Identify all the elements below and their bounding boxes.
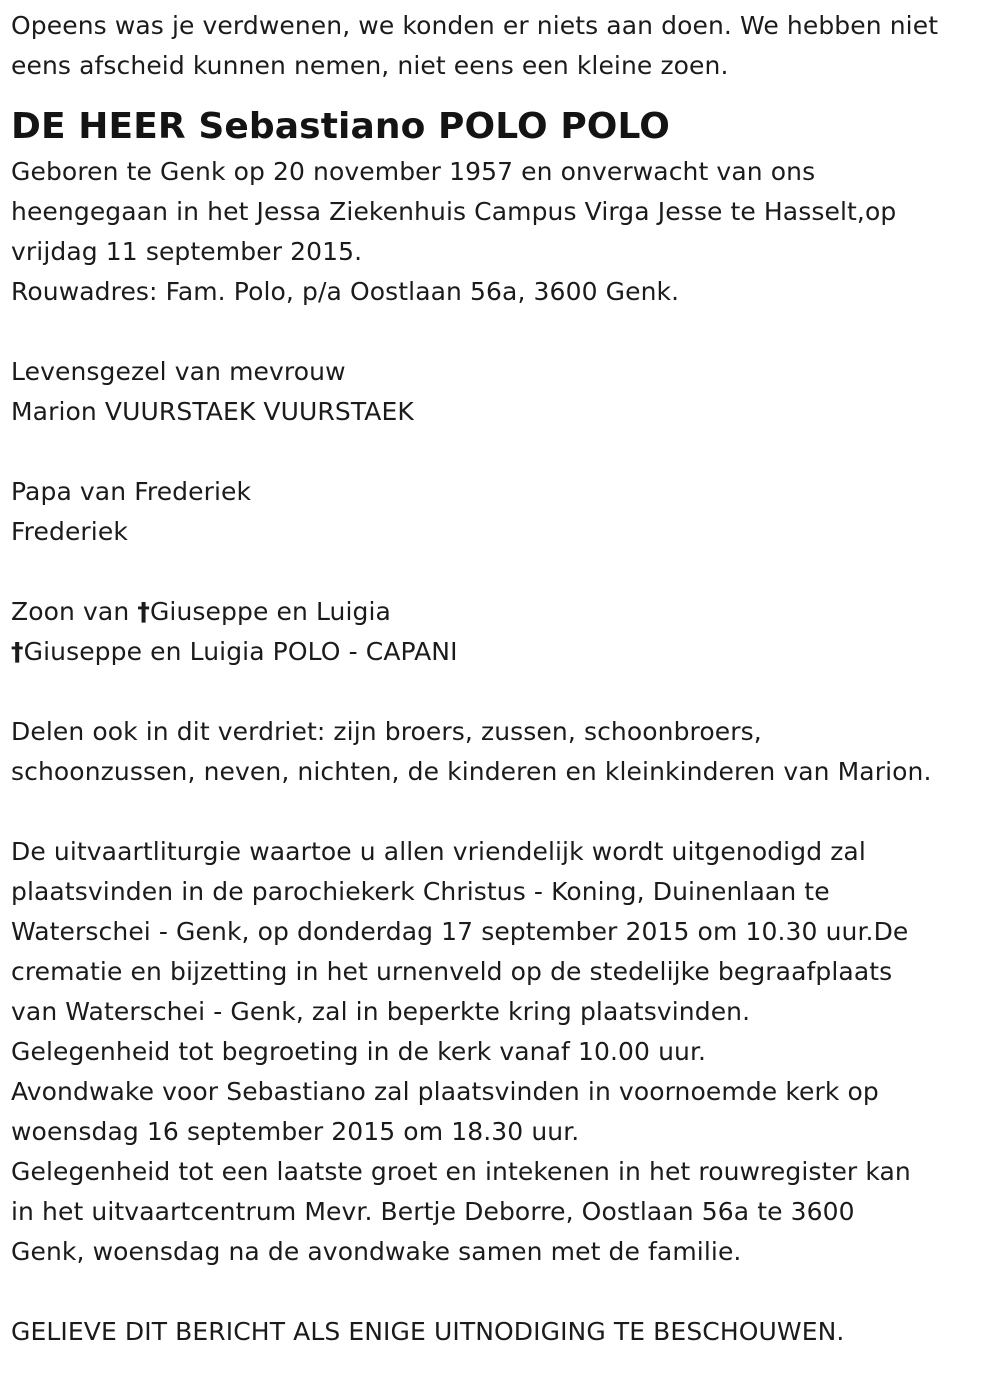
children-section — [11, 472, 993, 552]
funeral-line-1: De uitvaartliturgie waartoe u allen vriendelijk wordt uitgenodigd zal — [11, 837, 866, 866]
cross-icon: † — [11, 637, 24, 666]
obituary-notice — [11, 0, 993, 1352]
partner-line-1: Levensgezel van mevrouw — [11, 357, 346, 386]
parents-names: Giuseppe en Luigia — [149, 597, 391, 626]
cross-icon: † — [137, 597, 150, 626]
funeral-line-4: crematie en bijzetting in het urnenveld op de stedelijke begraafplaats — [11, 957, 893, 986]
birth-line-1: Geboren te Genk op 20 november 1957 en onverwacht van ons — [11, 157, 816, 186]
parents-prefix: Zoon van — [11, 597, 138, 626]
funeral-line-6: Gelegenheid tot begroeting in de kerk vanaf 10.00 uur. — [11, 1037, 707, 1066]
intro-poem — [11, 6, 993, 86]
parents-line-1 — [11, 592, 993, 632]
closing-notice: GELIEVE DIT BERICHT ALS ENIGE UITNODIGING TE BESCHOUWEN. — [11, 1317, 845, 1346]
birth-line-2: heengegaan in het Jessa Ziekenhuis Campus Virga Jesse te Hasselt,op — [11, 197, 897, 226]
funeral-line-2: plaatsvinden in de parochiekerk Christus - Koning, Duinenlaan te — [11, 877, 830, 906]
spacer — [11, 552, 993, 592]
spacer — [11, 1272, 993, 1312]
spacer — [11, 792, 993, 832]
parents-section — [11, 592, 993, 672]
children-line-1: Papa van Frederiek — [11, 477, 252, 506]
funeral-section — [11, 832, 993, 1272]
family-line-1: Delen ook in dit verdriet: zijn broers, zussen, schoonbroers, — [11, 717, 762, 746]
funeral-line-7: Avondwake voor Sebastiano zal plaatsvinden in voornoemde kerk op — [11, 1077, 879, 1106]
birth-line-3: vrijdag 11 september 2015. — [11, 237, 363, 266]
deceased-name: DE HEER Sebastiano POLO POLO — [11, 106, 670, 147]
birth-and-death-details — [11, 152, 993, 312]
partner-section — [11, 352, 993, 432]
family-line-2: schoonzussen, neven, nichten, de kinderen en kleinkinderen van Marion. — [11, 757, 932, 786]
partner-line-2: Marion VUURSTAEK VUURSTAEK — [11, 397, 414, 426]
funeral-line-3: Waterschei - Genk, op donderdag 17 september 2015 om 10.30 uur.De — [11, 917, 909, 946]
spacer — [11, 672, 993, 712]
funeral-line-5: van Waterschei - Genk, zal in beperkte kring plaatsvinden. — [11, 997, 751, 1026]
intro-line-2: eens afscheid kunnen nemen, niet eens een kleine zoen. — [11, 51, 729, 80]
parents-full-names: Giuseppe en Luigia POLO - CAPANI — [23, 637, 458, 666]
intro-line-1: Opeens was je verdwenen, we konden er niets aan doen. We hebben niet — [11, 11, 939, 40]
parents-line-2 — [11, 632, 993, 672]
mourning-address: Rouwadres: Fam. Polo, p/a Oostlaan 56a, 3600 Genk. — [11, 277, 680, 306]
family-section — [11, 712, 993, 792]
funeral-line-8: woensdag 16 september 2015 om 18.30 uur. — [11, 1117, 580, 1146]
children-line-2: Frederiek — [11, 517, 128, 546]
funeral-line-10: in het uitvaartcentrum Mevr. Bertje Deborre, Oostlaan 56a te 3600 — [11, 1197, 855, 1226]
spacer — [11, 312, 993, 352]
funeral-line-11: Genk, woensdag na de avondwake samen met de familie. — [11, 1237, 742, 1266]
funeral-line-9: Gelegenheid tot een laatste groet en intekenen in het rouwregister kan — [11, 1157, 911, 1186]
spacer — [11, 432, 993, 472]
